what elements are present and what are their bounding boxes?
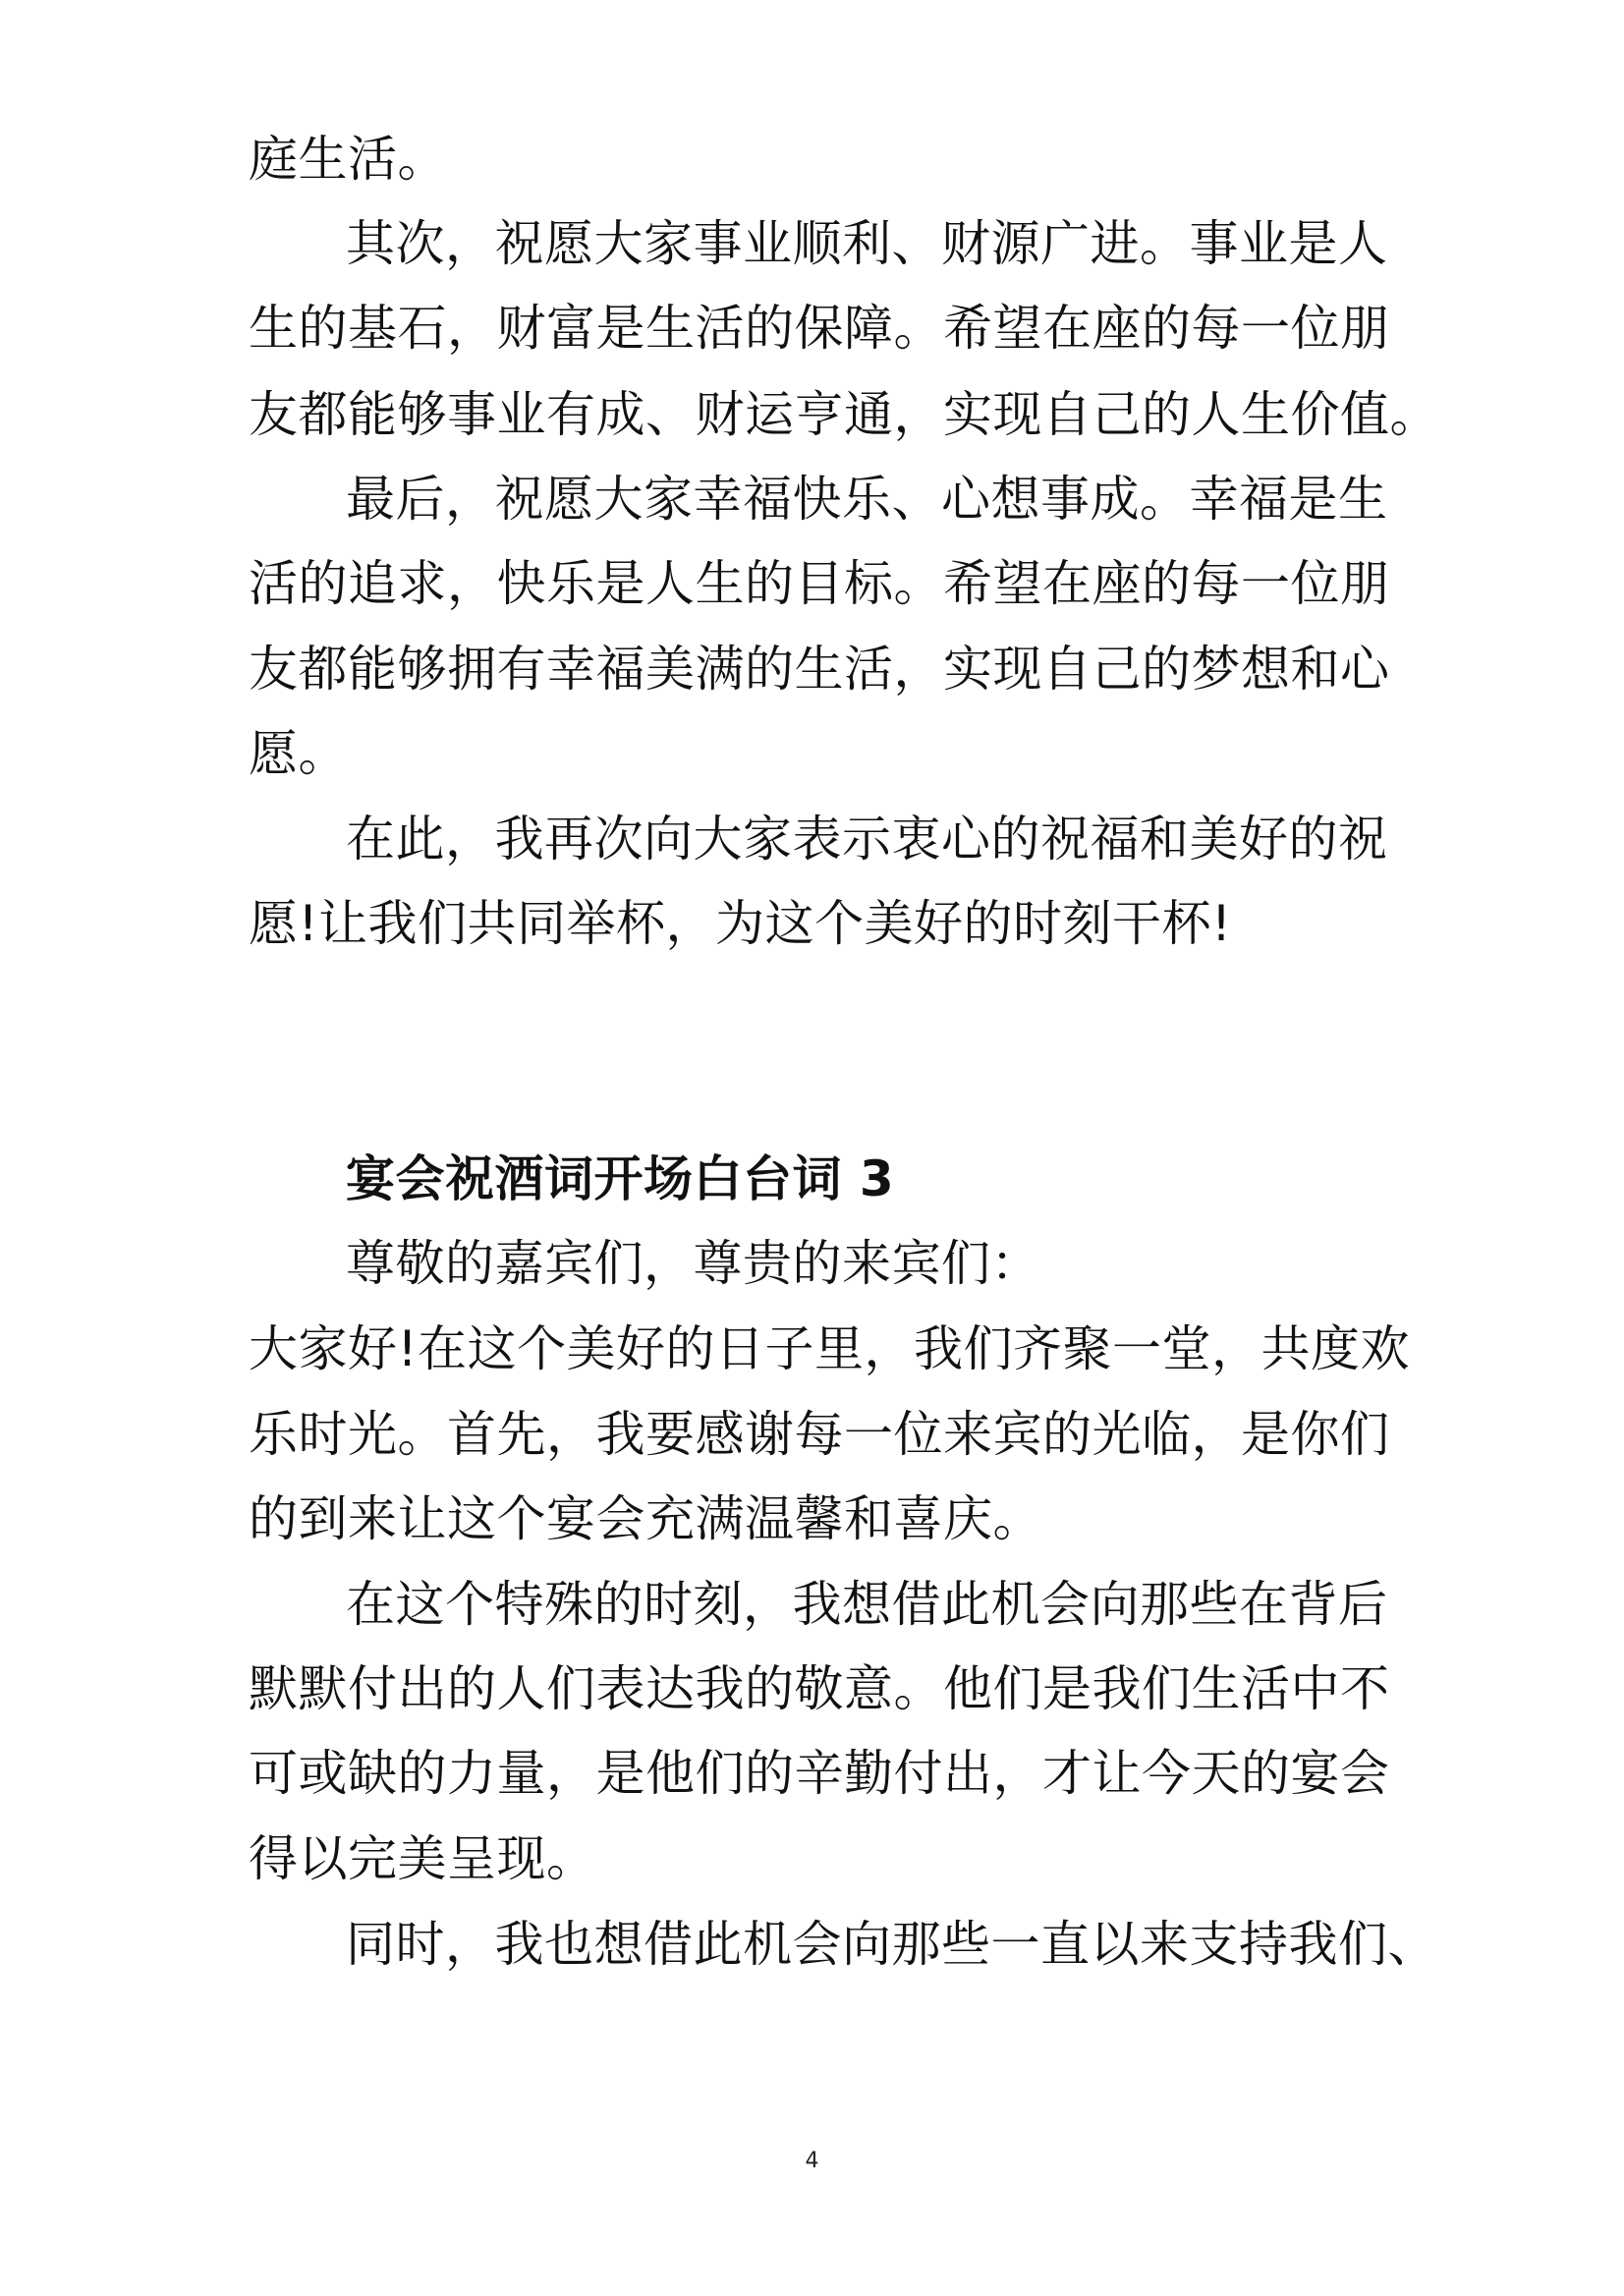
paragraph-line: 庭生活。 [249,131,447,188]
paragraph-line: 最后，祝愿大家幸福快乐、心想事成。幸福是生 [346,471,1388,528]
paragraph-line: 愿。 [249,725,348,782]
paragraph-line: 乐时光。首先，我要感谢每一位来宾的光临，是你们 [249,1406,1390,1463]
paragraph-line: 同时，我也想借此机会向那些一直以来支持我们、 [346,1916,1437,1973]
paragraph-line: 的到来让这个宴会充满温馨和喜庆。 [249,1490,1042,1547]
paragraph-line: 大家好!在这个美好的日子里，我们齐聚一堂，共度欢 [249,1320,1411,1377]
paragraph-line: 生的基石，财富是生活的保障。希望在座的每一位朋 [249,300,1390,357]
paragraph-line: 尊敬的嘉宾们，尊贵的来宾们： [346,1235,1040,1292]
paragraph-line: 友都能够事业有成、财运亨通，实现自己的人生价值。 [249,386,1439,443]
paragraph-line: 活的追求，快乐是人生的目标。希望在座的每一位朋 [249,555,1390,612]
paragraph-line: 愿!让我们共同举杯，为这个美好的时刻干杯! [249,895,1232,952]
paragraph-line: 其次，祝愿大家事业顺利、财源广进。事业是人 [346,215,1388,272]
section-heading: 宴会祝酒词开场白台词 3 [346,1150,895,1207]
paragraph-line: 可或缺的力量，是他们的辛勤付出，才让今天的宴会 [249,1745,1390,1802]
paragraph-line: 友都能够拥有幸福美满的生活，实现自己的梦想和心 [249,641,1390,698]
paragraph-line: 在这个特殊的时刻，我想借此机会向那些在背后 [346,1576,1388,1633]
paragraph-line: 默默付出的人们表达我的敬意。他们是我们生活中不 [249,1660,1390,1717]
paragraph-line: 得以完美呈现。 [249,1830,596,1887]
page-number: 4 [805,2149,819,2173]
paragraph-line: 在此，我再次向大家表示衷心的祝福和美好的祝 [346,811,1388,868]
